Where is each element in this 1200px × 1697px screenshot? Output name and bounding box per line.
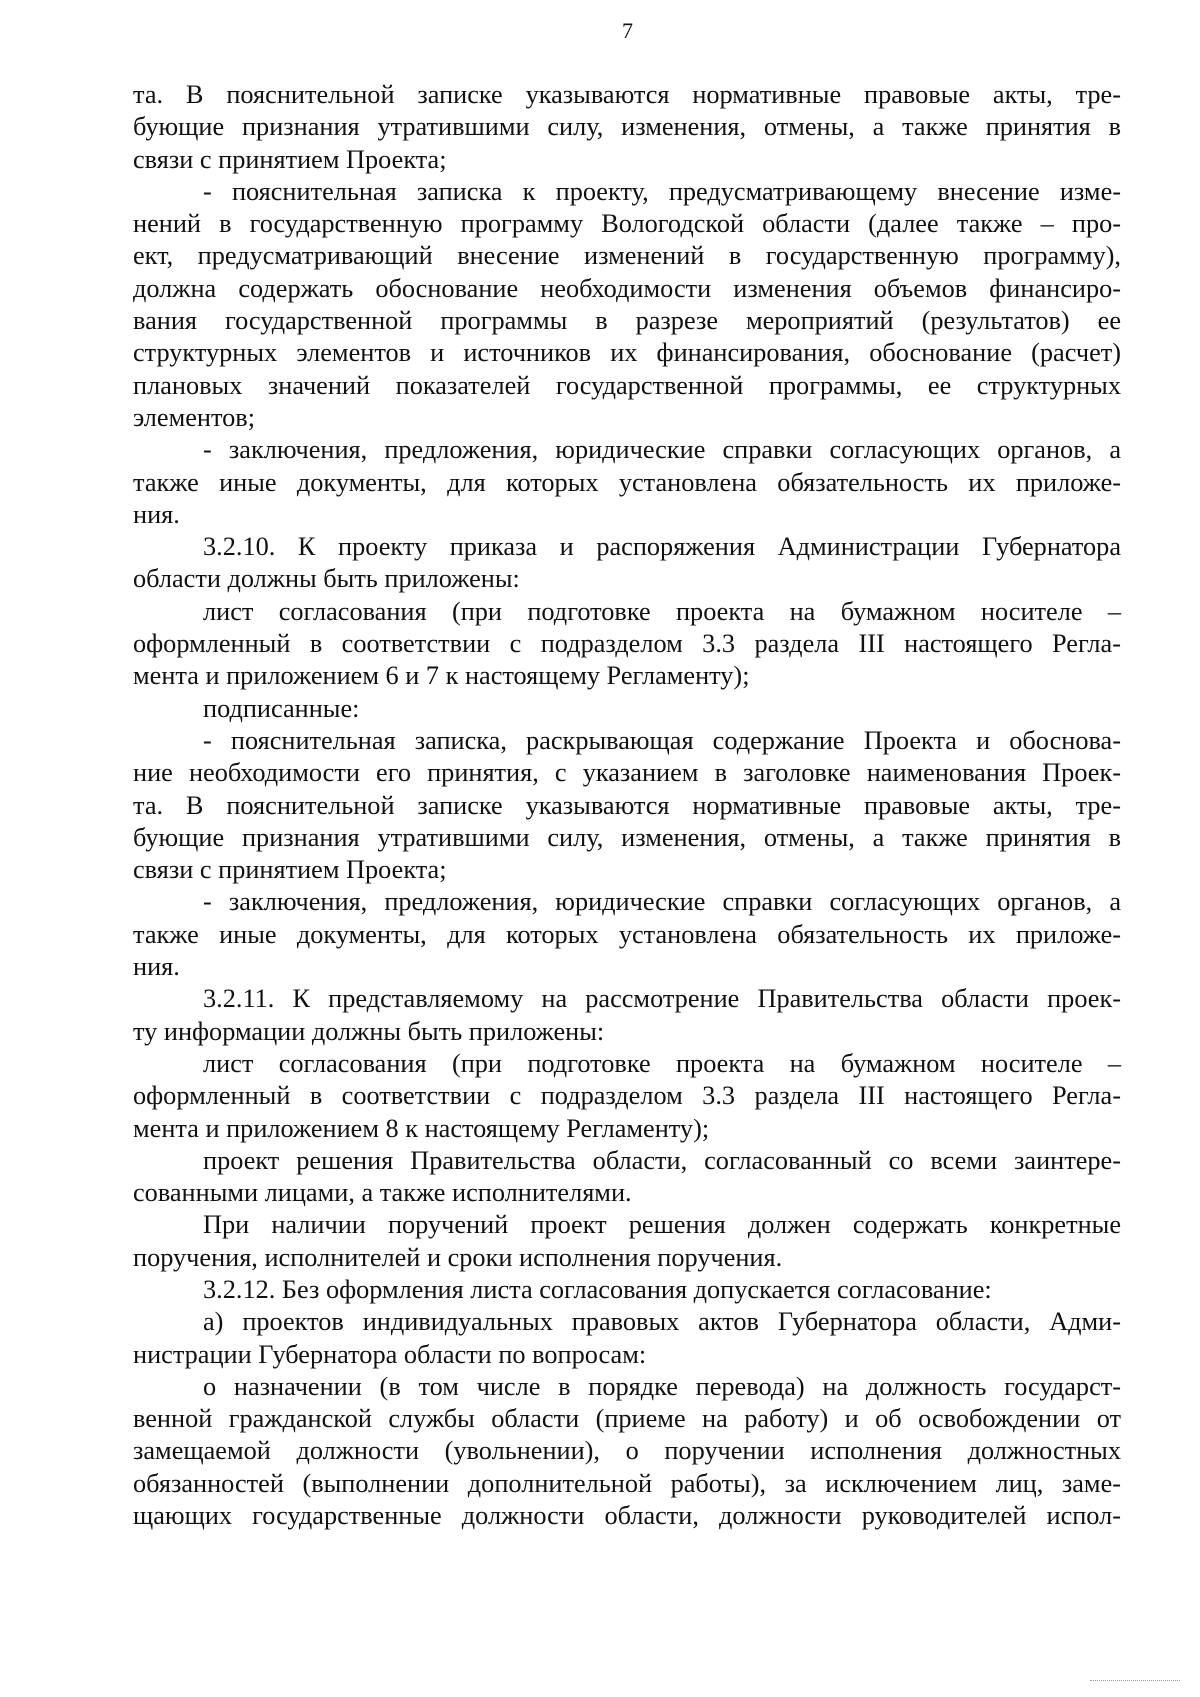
text-line: связи с принятием Проекта;	[133, 855, 447, 885]
text-line: ние необходимости его принятия, с указанием в заголовке наименования Проек-	[133, 758, 1121, 788]
text-line: 3.2.10. К проекту приказа и распоряжения Администрации Губернатора	[203, 532, 1121, 562]
text-line: подписанные:	[203, 693, 360, 723]
text-line: щающих государственные должности области, должности руководителей испол-	[133, 1501, 1121, 1531]
text-line: 3.2.11. К представляемому на рассмотрение Правительства области проек-	[203, 984, 1121, 1014]
document-body	[133, 79, 1121, 1532]
text-line: - пояснительная записка к проекту, предусматривающему внесение изме-	[203, 176, 1121, 206]
text-line: - пояснительная записка, раскрывающая содержание Проекта и обоснова-	[203, 725, 1121, 755]
text-line: обязанностей (выполнении дополнительной работы), за исключением лиц, заме-	[133, 1468, 1121, 1498]
text-line: должна содержать обоснование необходимости изменения объемов финансиро-	[133, 273, 1121, 303]
text-line: бующие признания утратившими силу, изменения, отмены, а также принятия в	[133, 822, 1121, 852]
page-number: 7	[622, 18, 633, 43]
text-line: ект, предусматривающий внесение изменений в государственную программу),	[133, 241, 1121, 271]
text-line: также иные документы, для которых установлена обязательность их приложе-	[133, 467, 1121, 497]
scan-artifact	[1090, 1680, 1180, 1683]
text-line: 3.2.12. Без оформления листа согласования допускается согласование:	[203, 1274, 992, 1304]
text-line: о назначении (в том числе в порядке перевода) на должность государст-	[203, 1371, 1121, 1401]
text-line: лист согласования (при подготовке проекта на бумажном носителе –	[203, 1048, 1121, 1078]
text-line: мента и приложением 6 и 7 к настоящему Регламенту);	[133, 661, 750, 691]
text-line: При наличии поручений проект решения должен содержать конкретные	[203, 1210, 1121, 1240]
text-line: венной гражданской службы области (приеме на работу) и об освобождении от	[133, 1404, 1121, 1434]
text-line: области должны быть приложены:	[133, 564, 520, 594]
text-line: - заключения, предложения, юридические справки согласующих органов, а	[203, 887, 1121, 917]
text-line: сованными лицами, а также исполнителями.	[133, 1178, 632, 1208]
text-line: оформленный в соответствии с подразделом 3.3 раздела III настоящего Регла-	[133, 629, 1121, 659]
text-line: структурных элементов и источников их финансирования, обоснование (расчет)	[133, 338, 1121, 368]
text-line: проект решения Правительства области, согласованный со всеми заинтере-	[203, 1145, 1121, 1175]
text-line: лист согласования (при подготовке проекта на бумажном носителе –	[203, 596, 1121, 626]
text-line: - заключения, предложения, юридические справки согласующих органов, а	[203, 435, 1121, 465]
text-line: замещаемой должности (увольнении), о поручении исполнения должностных	[133, 1436, 1121, 1466]
text-line: ту информации должны быть приложены:	[133, 1016, 605, 1046]
text-line: ния.	[133, 499, 180, 529]
text-line: вания государственной программы в разрезе мероприятий (результатов) ее	[133, 306, 1121, 336]
text-line: нистрации Губернатора области по вопросам:	[133, 1339, 647, 1369]
text-line: а) проектов индивидуальных правовых актов Губернатора области, Адми-	[203, 1307, 1121, 1337]
text-line: также иные документы, для которых установлена обязательность их приложе-	[133, 919, 1121, 949]
text-line: элементов;	[133, 402, 256, 432]
text-line: та. В пояснительной записке указываются нормативные правовые акты, тре-	[133, 80, 1121, 109]
text-line: мента и приложением 8 к настоящему Регламенту);	[133, 1113, 710, 1143]
text-line: нений в государственную программу Вологодской области (далее также – про-	[133, 209, 1121, 239]
text-line: связи с принятием Проекта;	[133, 144, 447, 174]
text-line: оформленный в соответствии с подразделом 3.3 раздела III настоящего Регла-	[133, 1081, 1121, 1111]
text-line: плановых значений показателей государственной программы, ее структурных	[133, 370, 1121, 400]
text-line: поручения, исполнителей и сроки исполнения поручения.	[133, 1242, 783, 1272]
text-line: бующие признания утратившими силу, изменения, отмены, а также принятия в	[133, 112, 1121, 142]
text-line: та. В пояснительной записке указываются нормативные правовые акты, тре-	[133, 790, 1121, 820]
text-line: ния.	[133, 952, 180, 982]
